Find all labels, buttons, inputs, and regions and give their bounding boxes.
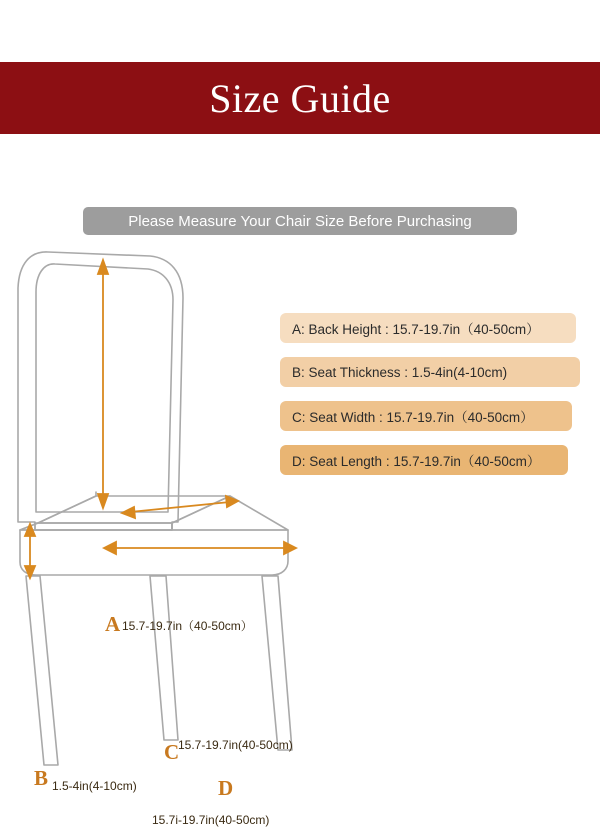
chair-leg-front-left xyxy=(26,576,58,765)
chair-diagram xyxy=(0,240,330,785)
subtitle-pill xyxy=(83,207,517,235)
chair-seat-top-edge xyxy=(35,523,172,530)
chair-leg-back-right xyxy=(262,576,292,750)
chair-seat-cushion xyxy=(20,530,288,575)
chair-seat-left-edge xyxy=(20,492,96,530)
dim-letter-d: D xyxy=(218,776,234,800)
dim-text-seat-length: 15.7i-19.7in(40-50cm) xyxy=(152,813,270,827)
page-title: Size Guide xyxy=(209,75,391,121)
legend-label: C: Seat Width : 15.7-19.7in（40-50cm） xyxy=(292,410,534,425)
dim-letter-b: B xyxy=(34,766,49,790)
legend-label: A: Back Height : 15.7-19.7in（40-50cm） xyxy=(292,322,540,337)
dim-text-seat-thickness: 1.5-4in(4-10cm) xyxy=(52,779,137,793)
chair-leg-front-right xyxy=(150,576,178,740)
dim-arrow-seat-width xyxy=(130,502,230,512)
dim-letter-c: C xyxy=(164,740,180,764)
legend-label: B: Seat Thickness : 1.5-4in(4-10cm) xyxy=(292,364,508,380)
legend-label: D: Seat Length : 15.7-19.7in（40-50cm） xyxy=(292,454,541,469)
subtitle-text: Please Measure Your Chair Size Before Purchasing xyxy=(128,212,472,230)
header-banner xyxy=(0,62,600,134)
chair-backrest-inner xyxy=(36,264,173,512)
chair-seat-front-lip xyxy=(20,523,172,530)
dim-letter-a: A xyxy=(105,612,121,636)
dim-text-seat-width: 15.7-19.7in(40-50cm) xyxy=(178,738,293,752)
dim-text-back-height: 15.7-19.7in（40-50cm） xyxy=(122,619,253,633)
